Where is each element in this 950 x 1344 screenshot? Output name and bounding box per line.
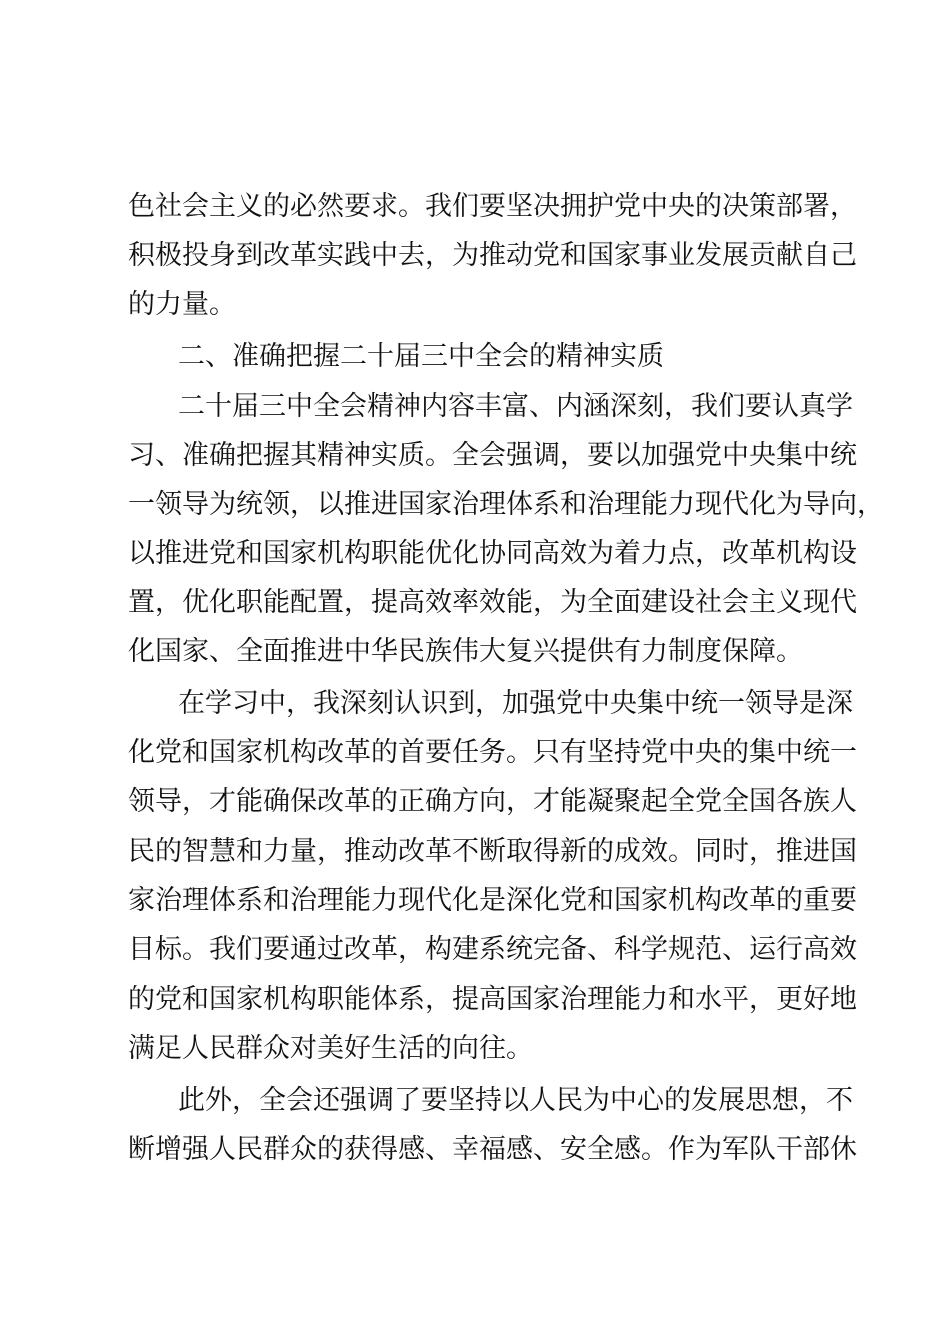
- text-line: 二十届三中全会精神内容丰富、内涵深刻，我们要认真学: [178, 391, 853, 422]
- text-line: 色社会主义的必然要求。我们要坚决拥护党中央的决策部署，: [128, 191, 857, 222]
- text-line: 目标。我们要通过改革，构建系统完备、科学规范、运行高效: [128, 934, 857, 965]
- text-line: 置，优化职能配置，提高效率效能，为全面建设社会主义现代: [128, 587, 857, 618]
- text-line: 满足人民群众对美好生活的向往。: [128, 1033, 533, 1064]
- text-line: 积极投身到改革实践中去，为推动党和国家事业发展贡献自己: [128, 240, 857, 271]
- text-line: 的力量。: [128, 289, 236, 320]
- section-heading: 二、准确把握二十届三中全会的精神实质: [178, 341, 664, 372]
- text-line: 化党和国家机构改革的首要任务。只有坚持党中央的集中统一: [128, 737, 857, 768]
- text-line: 一领导为统领，以推进国家治理体系和治理能力现代化为导向，: [128, 489, 884, 520]
- text-line: 领导，才能确保改革的正确方向，才能凝聚起全党全国各族人: [128, 786, 857, 817]
- text-line: 的党和国家机构职能体系，提高国家治理能力和水平，更好地: [128, 984, 857, 1015]
- text-line: 习、准确把握其精神实质。全会强调，要以加强党中央集中统: [128, 440, 857, 471]
- text-line: 以推进党和国家机构职能优化协同高效为着力点，改革机构设: [128, 538, 857, 569]
- text-line: 化国家、全面推进中华民族伟大复兴提供有力制度保障。: [128, 636, 803, 667]
- text-line: 在学习中，我深刻认识到，加强党中央集中统一领导是深: [178, 688, 853, 719]
- text-line: 此外，全会还强调了要坚持以人民为中心的发展思想，不: [178, 1085, 853, 1116]
- text-line: 民的智慧和力量，推动改革不断取得新的成效。同时，推进国: [128, 836, 857, 867]
- text-line: 家治理体系和治理能力现代化是深化党和国家机构改革的重要: [128, 885, 857, 916]
- text-line: 断增强人民群众的获得感、幸福感、安全感。作为军队干部休: [128, 1134, 857, 1165]
